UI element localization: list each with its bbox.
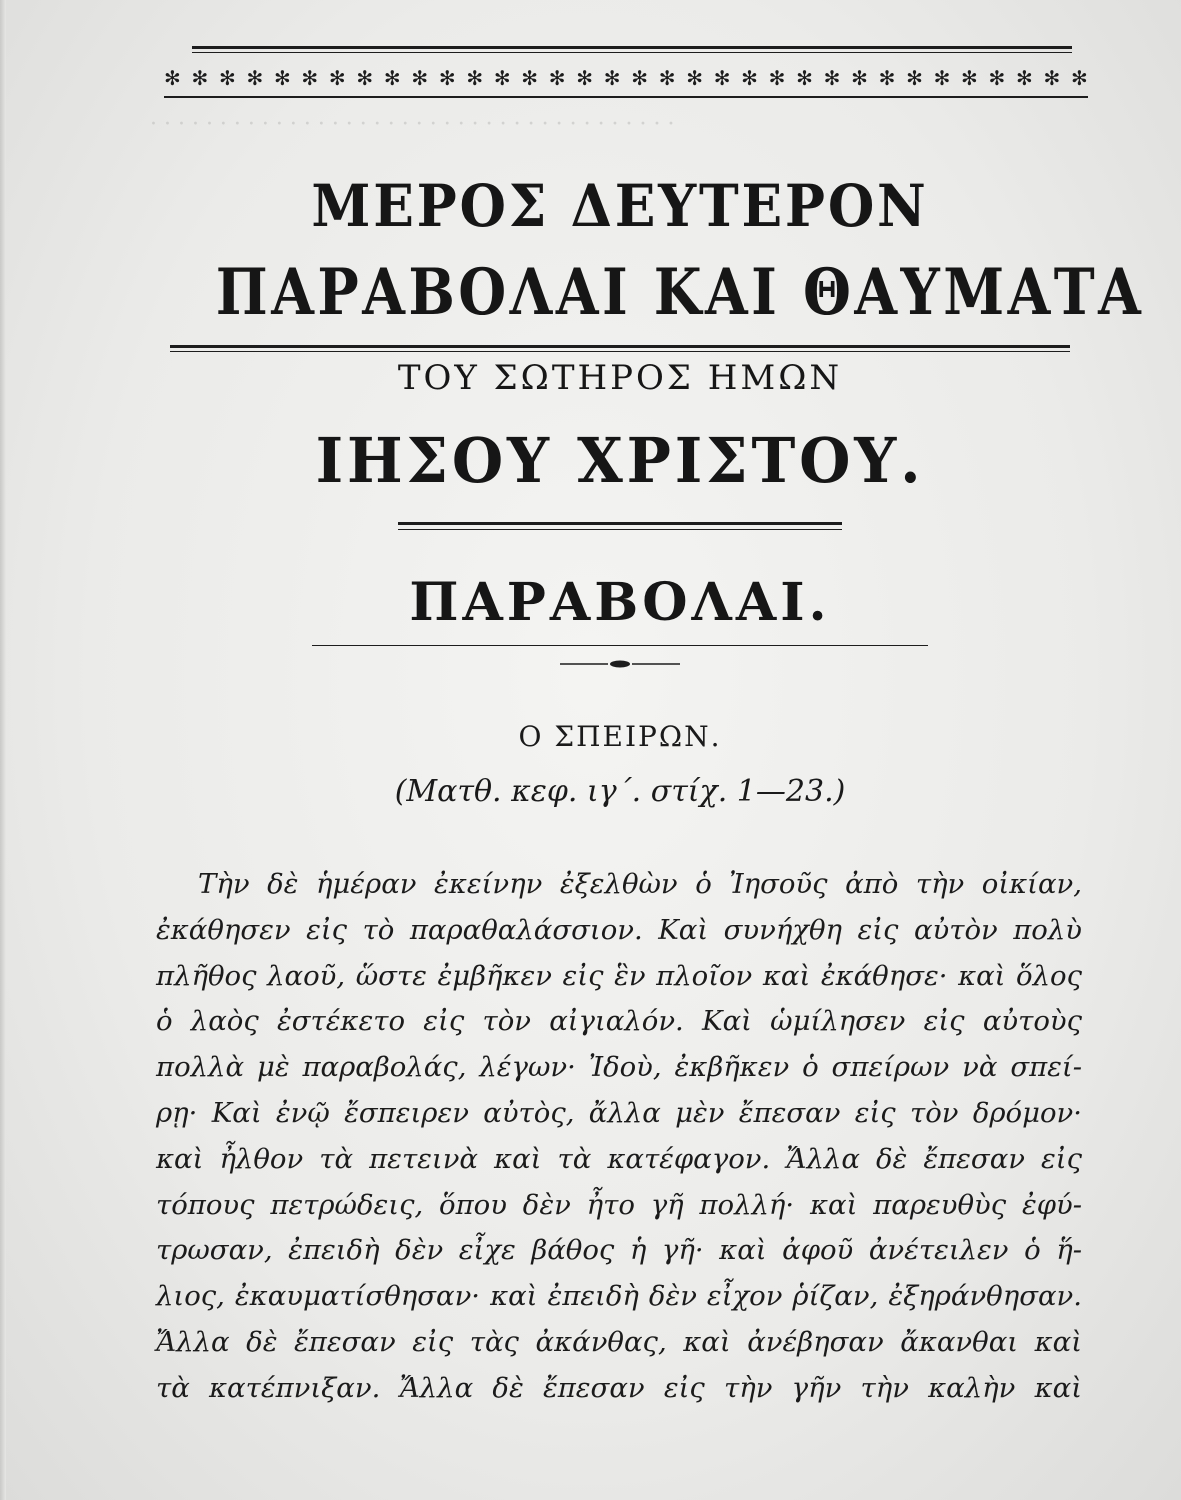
ornament-glyph-icon: ✻ xyxy=(713,66,731,90)
ornament-band xyxy=(164,66,1088,90)
ornament-glyph-icon: ✻ xyxy=(1043,66,1061,90)
ornament-glyph-icon: ✻ xyxy=(878,66,896,90)
ornament-glyph-icon: ✻ xyxy=(933,66,951,90)
ornament-rule xyxy=(164,96,1088,98)
section-rule-thin xyxy=(398,529,842,530)
page-edge xyxy=(0,0,6,1500)
body-line: τὰ κατέπνιξαν. Ἄλλα δὲ ἔπεσαν εἰς τὴν γῆν τὴν καλὴν καὶ xyxy=(156,1371,1082,1404)
title-rule-thin xyxy=(170,351,1070,352)
ornament-glyph-icon: ✻ xyxy=(658,66,676,90)
bleed-through: · · · · · · · · · · · · · · · · · · · · · · · · · · · · · · · · · · · · · · xyxy=(150,112,675,137)
body-line: λιος, ἐκαυματίσθησαν· καὶ ἐπειδὴ δὲν εἶχον ῥίζαν, ἐξηράνθησαν. xyxy=(156,1280,1082,1313)
body-line: ἐκάθησεν εἰς τὸ παραθαλάσσιον. Καὶ συνήχθη εἰς αὐτὸν πολὺ xyxy=(156,913,1082,946)
ornament-glyph-icon: ✻ xyxy=(411,66,429,90)
ornament-glyph-icon: ✻ xyxy=(493,66,511,90)
ornament-glyph-icon: ✻ xyxy=(466,66,484,90)
ornament-glyph-icon: ✻ xyxy=(988,66,1006,90)
ornament-glyph-icon: ✻ xyxy=(273,66,291,90)
parable-title: Ο ΣΠΕΙΡΩΝ. xyxy=(518,720,722,753)
section-rule-thick xyxy=(398,522,842,525)
ornament-glyph-icon: ✻ xyxy=(246,66,264,90)
name-title: ΙΗΣΟΥ ΧΡΙΣΤΟΥ. xyxy=(315,424,925,497)
top-rule xyxy=(192,46,1072,49)
ornament-glyph-icon: ✻ xyxy=(164,66,181,90)
ornament-glyph-icon: ✻ xyxy=(328,66,346,90)
ornament-glyph-icon: ✻ xyxy=(1016,66,1033,90)
top-rule-thin xyxy=(192,52,1072,53)
savior-line: ΤΟΥ ΣΩΤΗΡΟΣ ΗΜΩΝ xyxy=(397,358,843,398)
ornament-glyph-icon: ✻ xyxy=(576,66,594,90)
ornament-glyph-icon: ✻ xyxy=(438,66,456,90)
ornament-glyph-icon: ✻ xyxy=(851,66,868,90)
section-title: ΠΑΡΑΒΟΛΑΙ. xyxy=(409,572,831,633)
ornament-glyph-icon: ✻ xyxy=(906,66,923,90)
ornament-glyph-icon: ✻ xyxy=(191,66,209,90)
body-line: ὁ λαὸς ἐστέκετο εἰς τὸν αἰγιαλόν. Καὶ ὡμίλησεν εἰς αὐτοὺς xyxy=(156,1005,1082,1038)
body-line: ρῃ· Καὶ ἐνῷ ἔσπειρεν αὐτὸς, ἄλλα μὲν ἔπεσαν εἰς τὸν δρόμον· xyxy=(156,1096,1082,1129)
ornament-glyph-icon: ✻ xyxy=(741,66,758,90)
ornament-glyph-icon: ✻ xyxy=(301,66,319,90)
ornament-glyph-icon: ✻ xyxy=(686,66,703,90)
section-underline xyxy=(312,645,928,646)
ornament-glyph-icon: ✻ xyxy=(961,66,978,90)
part-title: ΜΕΡΟΣ ΔΕΥΤΕΡΟΝ xyxy=(311,172,929,240)
ornament-glyph-icon: ✻ xyxy=(768,66,786,90)
ornament-glyph-icon: ✻ xyxy=(631,66,648,90)
ornament-glyph-icon: ✻ xyxy=(796,66,813,90)
ornament-glyph-icon: ✻ xyxy=(603,66,621,90)
body-text xyxy=(156,862,1082,1412)
small-ornament xyxy=(560,656,680,672)
body-line: πλῆθος λαοῦ, ὥστε ἐμβῆκεν εἰς ἓν πλοῖον καὶ ἐκάθησε· καὶ ὅλος xyxy=(156,959,1082,992)
ornament-glyph-icon: ✻ xyxy=(218,66,236,90)
body-line: τρωσαν, ἐπειδὴ δὲν εἶχε βάθος ἡ γῆ· καὶ ἀφοῦ ἀνέτειλεν ὁ ἥ- xyxy=(156,1234,1082,1267)
ornament-glyph-icon: ✻ xyxy=(548,66,566,90)
title-rule-thick xyxy=(170,345,1070,348)
ornament-glyph-icon: ✻ xyxy=(356,66,374,90)
body-line: καὶ ἦλθον τὰ πετεινὰ καὶ τὰ κατέφαγον. Ἄλλα δὲ ἔπεσαν εἰς xyxy=(156,1142,1082,1175)
ornament-glyph-icon: ✻ xyxy=(521,66,539,90)
body-line: Τὴν δὲ ἡμέραν ἐκείνην ἐξελθὼν ὁ Ἰησοῦς ἀπὸ τὴν οἰκίαν, xyxy=(198,868,1082,900)
body-line: πολλὰ μὲ παραβολάς, λέγων· Ἰδοὺ, ἐκβῆκεν ὁ σπείρων νὰ σπεί- xyxy=(156,1051,1082,1084)
ornament-glyph-icon: ✻ xyxy=(823,66,841,90)
parable-reference: (Ματθ. κεφ. ιγ΄. στίχ. 1—23.) xyxy=(394,774,846,809)
body-line: Ἄλλα δὲ ἔπεσαν εἰς τὰς ἀκάνθας, καὶ ἀνέβησαν ἄκανθαι καὶ xyxy=(156,1325,1082,1358)
ornament-glyph-icon: ✻ xyxy=(1070,66,1088,90)
subject-title: ΠΑΡΑΒΟΛΑΙ ΚΑΙ ΘΑΥΜΑΤΑ xyxy=(215,255,1145,330)
body-line: τόπους πετρώδεις, ὅπου δὲν ἦτο γῆ πολλή· καὶ παρευθὺς ἐφύ- xyxy=(156,1188,1082,1221)
ornament-glyph-icon: ✻ xyxy=(383,66,401,90)
